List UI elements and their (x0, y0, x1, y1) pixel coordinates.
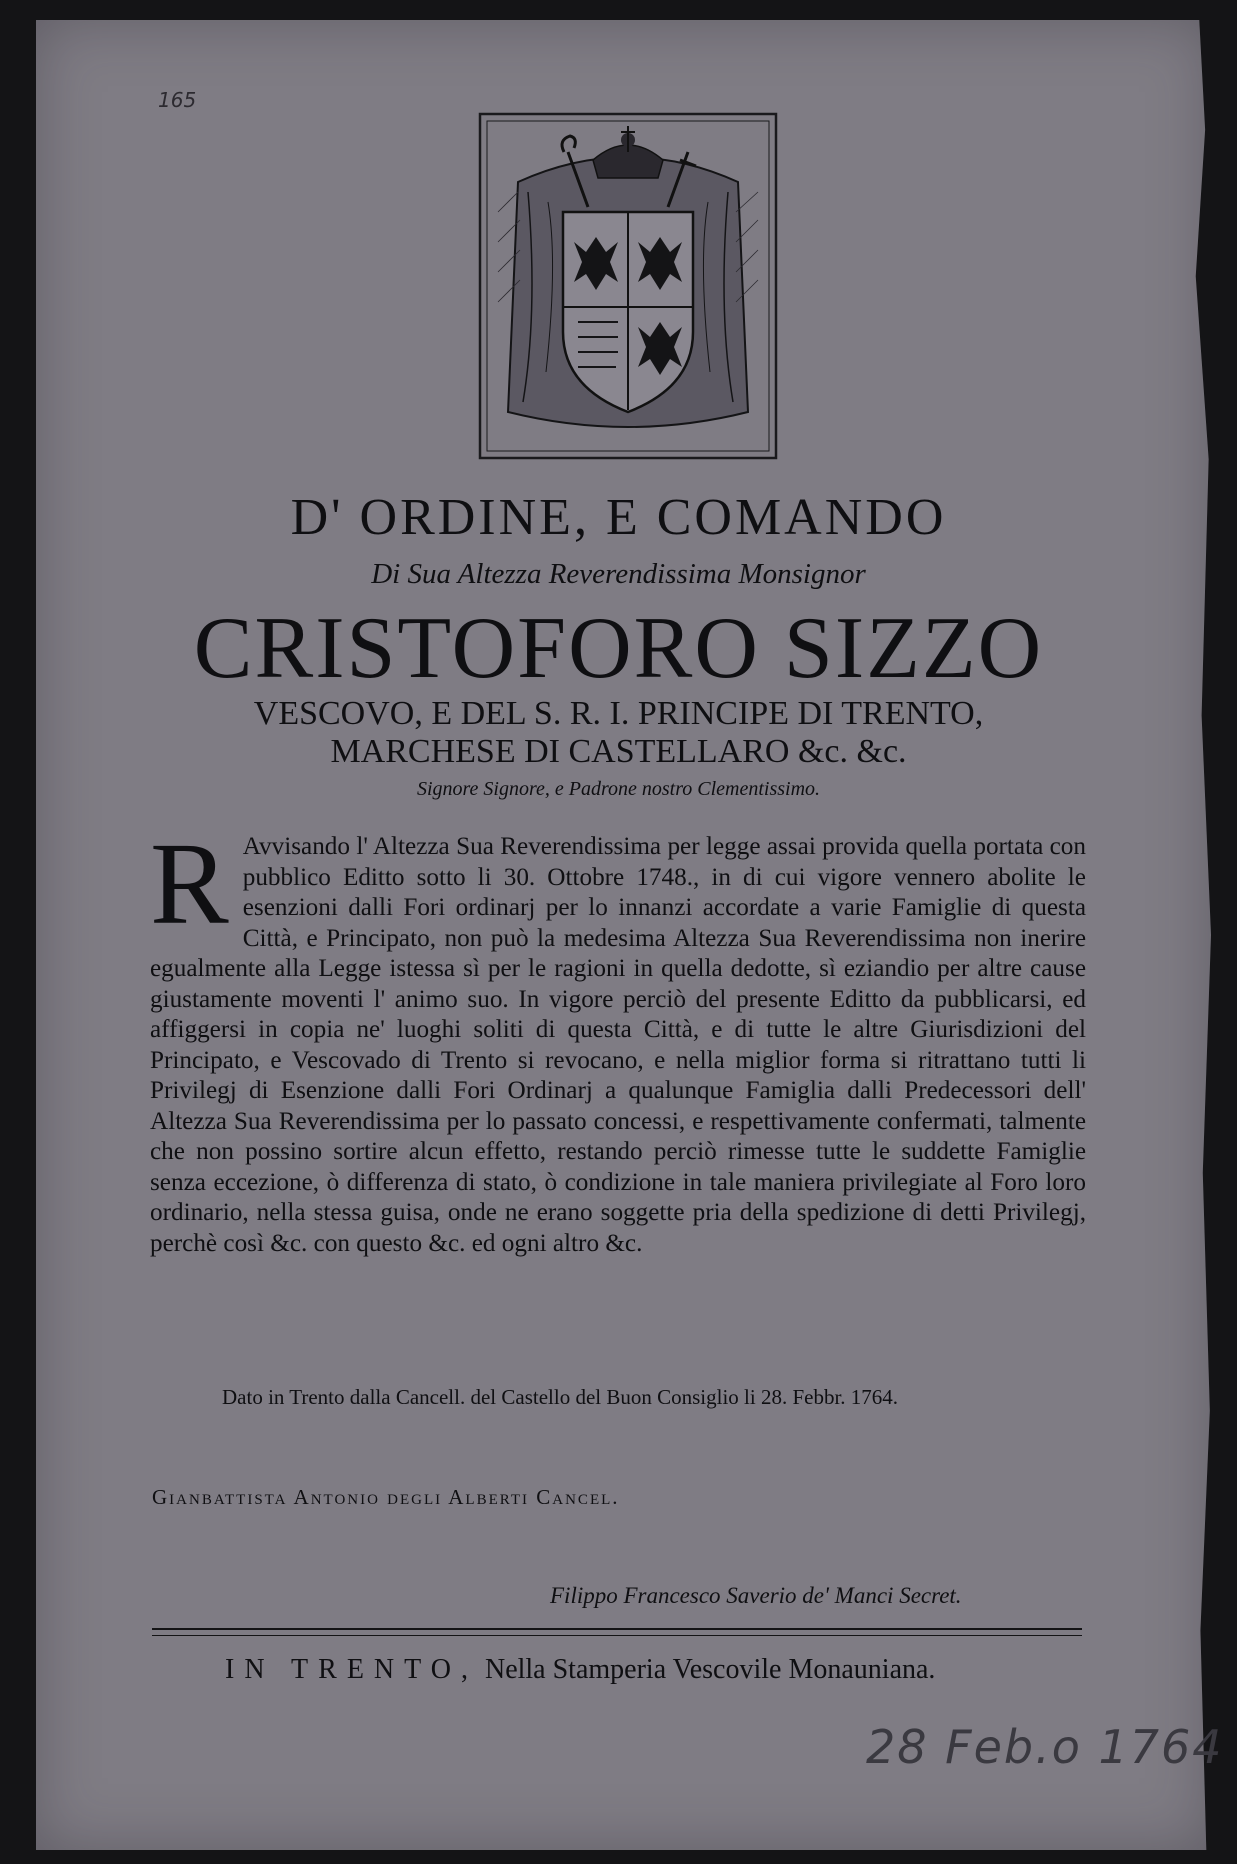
imprint-place: IN TRENTO, (225, 1654, 478, 1685)
drop-cap: R (150, 818, 229, 949)
authority-line: Di Sua Altezza Reverendissima Monsignor (371, 558, 866, 590)
edict-heading: D' ORDINE, E COMANDO (290, 489, 947, 546)
bishop-name: CRISTOFORO SIZZO (193, 600, 1044, 697)
archive-date-note: 28 Feb.o 1764 (866, 1720, 1224, 1774)
printer-imprint (225, 1654, 935, 1686)
divider-rule-thin (152, 1635, 1082, 1636)
edict-body (150, 818, 1086, 1259)
bishop-titles-line1: VESCOVO, E DEL S. R. I. PRINCIPE DI TRENTO, (253, 695, 984, 732)
bishop-titles-line2: MARCHESE DI CASTELLARO &c. &c. (330, 733, 907, 770)
coat-of-arms-woodcut (478, 112, 778, 460)
chancellor-signature: Gianbattista Antonio degli Alberti Cancel. (152, 1485, 620, 1509)
secretary-signature: Filippo Francesco Saverio de' Manci Secret. (550, 1583, 962, 1608)
salutation: Signore Signore, e Padrone nostro Clementissimo. (416, 778, 821, 800)
edict-text: Avvisando l' Altezza Sua Reverendissima per legge assai provida quella portata con pubblico Editto sotto li 30. Ottobre 1748., in di cui vigore vennero abolite le esenzioni dalli Fori ordinarj per lo innanzi accordate a varie Famiglie di questa Città, e Principato, non può la medesima Altezza Sua Reverendissima non inerire egualmente alla Legge istessa sì per le ragioni in quella dedotte, sì eziandio per altre cause giustamente moventi l' animo suo. In vigore perciò del presente Editto da pubblicarsi, ed affiggersi in copia ne' luoghi soliti di questa Città, e di tutte le altre Giurisdizioni del Principato, e Vescovado di Trento si revocano, e nella miglior forma si ritrattano tutti li Privilegj di Esenzione dalli Fori Ordinarj a qualunque Famiglia dalli Predecessori dell' Altezza Sua Reverendissima per lo passato concessi, e respettivamente confermati, talmente che non possino sortire alcun effetto, restando perciò rimesse tutte le suddette Famiglie senza eccezione, ò differenza di stato, ò condizione in tale maniera privilegiate al Foro loro ordinario, nella stessa guisa, onde ne erano soggette pria della spedizione di detti Privilegj, perchè così &c. con questo &c. ed ogni altro &c. (150, 833, 1086, 1257)
divider-rule-thick (152, 1628, 1082, 1630)
dateline: Dato in Trento dalla Cancell. del Castello del Buon Consiglio li 28. Febbr. 1764. (222, 1385, 899, 1409)
imprint-press: Nella Stamperia Vescovile Monauniana. (484, 1654, 936, 1685)
folio-number: 165 (158, 88, 197, 112)
